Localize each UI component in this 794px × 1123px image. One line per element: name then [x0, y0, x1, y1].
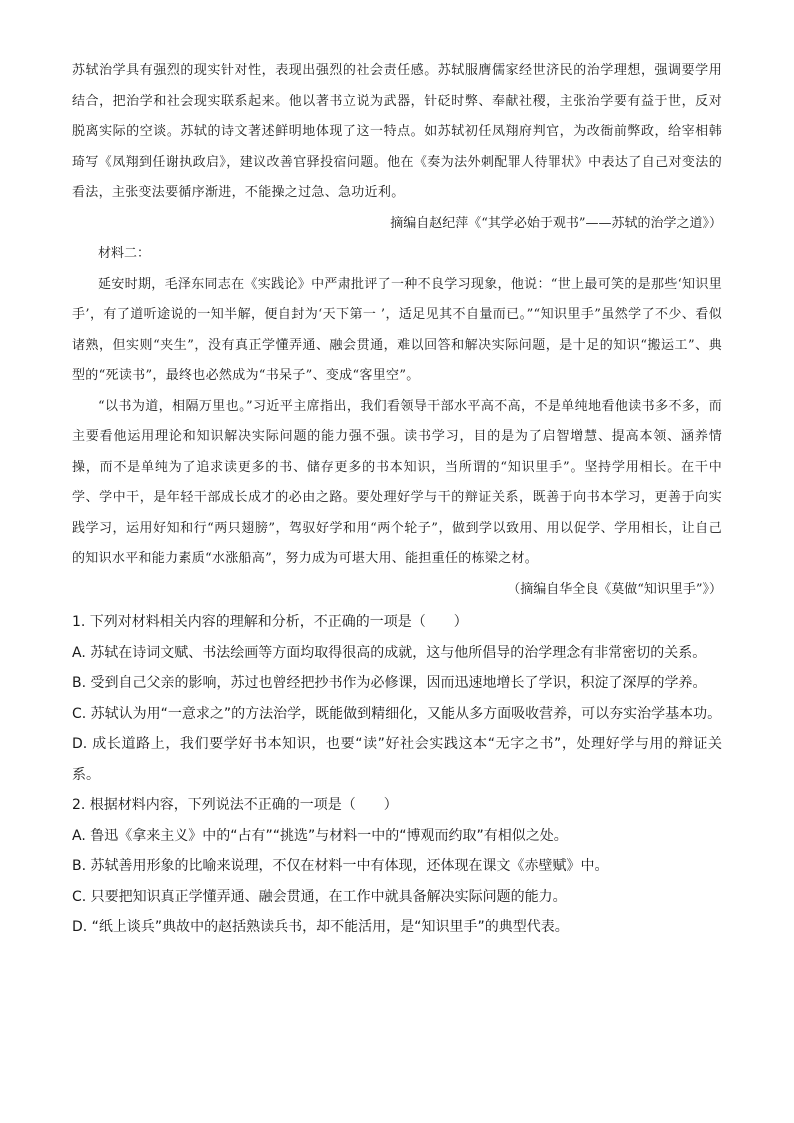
question-list — [72, 607, 722, 943]
question-1-option-b: B. 受到自己父亲的影响，苏过也曾经把抄书作为必修课，因而迅速地增长了学识，积淀了深厚的学养。 — [72, 675, 707, 691]
material1-source: 摘编自赵纪萍《“其学必始于观书”——苏轼的治学之道》） — [390, 215, 722, 231]
material1-paragraph: 苏轼治学具有强烈的现实针对性，表现出强烈的社会责任感。苏轼服膺儒家经世济民的治学理想，强调要学用结合，把治学和社会现实联系起来。他以著书立说为武器，针砭时弊、奉献社稷，主张治学要有益于世，反对脱离实际的空谈。苏轼的诗文著述鲜明地体现了这一特点。如苏轼初任凤翔府判官，为改衙前弊政，给宰相韩琦写《凤翔到任谢执政启》，建议改善官驿投宿问题。他在《奏为法外刺配罪人待罪状》中表达了自己对变法的看法，主张变法要循序渐进，不能操之过急、急功近利。 — [72, 63, 722, 200]
question-1-option-d: D. 成长道路上，我们要学好书本知识，也要“读”好社会实践这本“无字之书”，处理好学与用的辩证关系。 — [72, 736, 722, 783]
question-2-stem: 2. 根据材料内容，下列说法不正确的一项是（ ） — [72, 797, 398, 813]
question-2-option-c: C. 只要把知识真正学懂弄通、融会贯通，在工作中就具备解决实际问题的能力。 — [72, 888, 567, 905]
question-1 — [72, 607, 722, 790]
material2-heading: 材料二： — [98, 246, 151, 261]
question-2 — [72, 790, 722, 943]
material2-source: （摘编自华全良《莫做“知识里手”》） — [507, 581, 722, 597]
material2-paragraph-1: 延安时期，毛泽东同志在《实践论》中严肃批评了一种不良学习现象，他说：“世上最可笑的是那些‘知识里手’，有了道听途说的一知半解，便自封为‘天下第一 ’，适足见其不自量而已。”“知识里手”虽然学了不少、看似诸熟，但实则“夹生”，没有真正学懂弄通、融会贯通，难以回答和解决实际问题，是十足的知识“搬运工”、典型的“死读书”，最终也必然成为“书呆子”、变成“客里空”。 — [72, 276, 722, 383]
question-1-option-a: A. 苏轼在诗词文赋、书法绘画等方面均取得很高的成就，这与他所倡导的治学理念有非常密切的关系。 — [72, 644, 707, 661]
question-2-option-a: A. 鲁迅《拿来主义》中的“占有”“挑选”与材料一中的“博观而约取”有相似之处。 — [72, 827, 568, 844]
question-1-stem: 1. 下列对材料相关内容的理解和分析，不正确的一项是（ ） — [72, 614, 468, 630]
question-2-option-d: D. “纸上谈兵”典故中的赵括熟读兵书，却不能活用，是“知识里手”的典型代表。 — [72, 919, 569, 935]
question-1-option-c: C. 苏轼认为用“一意求之”的方法治学，既能做到精细化，又能从多方面吸收营养，可以夯实治学基本功。 — [72, 705, 722, 722]
question-2-option-b: B. 苏轼善用形象的比喻来说理，不仅在材料一中有体现，还体现在课文《赤壁赋》中。 — [72, 858, 609, 874]
document-page — [72, 56, 722, 943]
material2-paragraph-2: “以书为道，相隔万里也。”习近平主席指出，我们看领导干部水平高不高，不是单纯地看他读书多不多，而主要看他运用理论和知识解决实际问题的能力强不强。读书学习，目的是为了启智增慧、提高本领、涵养情操，而不是单纯为了追求读更多的书、储存更多的书本知识，当所谓的“知识里手”。坚持学用相长。在干中学、学中干，是年轻干部成长成才的必由之路。要处理好学与干的辩证关系，既善于向书本学习，更善于向实践学习，运用好知和行“两只翅膀”，驾驭好学和用“两个轮子”，做到学以致用、用以促学、学用相长，让自己的知识水平和能力素质“水涨船高”，努力成为可堪大用、能担重任的栋梁之材。 — [72, 398, 722, 566]
